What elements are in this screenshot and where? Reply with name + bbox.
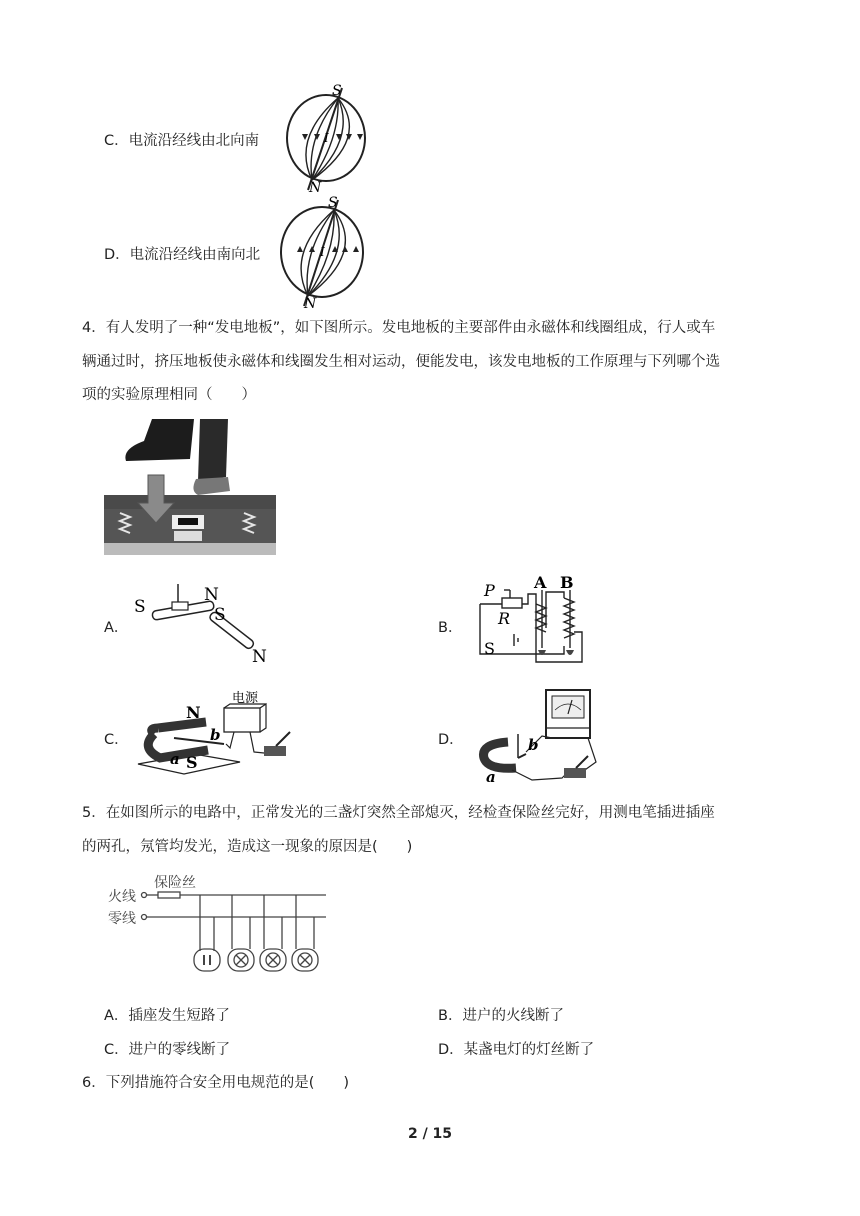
fig-a-s2: S	[214, 605, 226, 625]
q6-stem: 6．下列措施符合安全用电规范的是( )	[82, 1075, 350, 1091]
fig-b-r: R	[498, 609, 511, 628]
q4-fig-b	[474, 574, 592, 668]
fig-c-power: 电源	[232, 691, 259, 706]
page-number: 2 / 15	[407, 1126, 453, 1142]
q3-option-d: D．电流沿经线由南向北	[104, 247, 261, 263]
q4-option-c: C．	[104, 732, 129, 748]
q4-stem-line1: 4．有人发明了一种“发电地板”，如下图所示。发电地板的主要部件由永磁体和线圈组成，行人或车	[82, 320, 716, 336]
q5-stem-line1: 5．在如图所示的电路中，正常发光的三盏灯突然全部熄灭，经检查保险丝完好，用测电笔插进插座	[82, 805, 715, 821]
fig-b-a: A	[534, 574, 547, 592]
globe-d-bottom-label: N	[304, 296, 317, 310]
fig-b-s: S	[484, 639, 495, 658]
q4-stem-line2: 辆通过时，挤压地板使永磁体和线圈发生相对运动，便能发电，该发电地板的工作原理与下列哪个选	[82, 354, 720, 370]
q5-option-c: C．进户的零线断了	[104, 1042, 231, 1058]
globe-c-bottom-label: N	[309, 180, 322, 194]
q4-option-a: A．	[104, 620, 129, 636]
q3-globe-d-figure	[276, 194, 368, 310]
fig-c-a: a	[170, 750, 180, 768]
fig-a-s1: S	[134, 597, 146, 617]
fig-a-n2: N	[252, 647, 267, 667]
q5-option-d: D．某盏电灯的灯丝断了	[438, 1042, 595, 1058]
q4-floor-figure	[104, 419, 276, 555]
globe-d-top-label: S	[328, 195, 338, 211]
globe-c-current-label: I	[324, 131, 329, 145]
q4-fig-a	[128, 578, 278, 668]
circuit-fuse-label: 保险丝	[154, 875, 196, 891]
fig-d-b: b	[528, 736, 539, 754]
q4-stem-line3: 项的实验原理相同（ ）	[82, 387, 256, 403]
fig-c-b: b	[210, 726, 221, 744]
q5-option-b: B．进户的火线断了	[438, 1008, 564, 1024]
q3-option-c: C．电流沿经线由北向南	[104, 133, 260, 149]
fig-c-n: N	[186, 703, 201, 722]
q5-stem-line2: 的两孔，氖管均发光，造成这一现象的原因是( )	[82, 839, 413, 855]
q4-option-b: B．	[438, 620, 463, 636]
q4-fig-d	[472, 688, 612, 784]
fig-b-b: B	[560, 574, 574, 592]
circuit-neutral-label: 零线	[108, 911, 136, 927]
q4-option-d: D．	[438, 732, 464, 748]
q5-option-a: A．插座发生短路了	[104, 1008, 230, 1024]
fig-b-p: P	[484, 581, 495, 600]
q3-globe-c-figure	[282, 82, 374, 194]
globe-c-top-label: S	[332, 83, 342, 99]
globe-d-current-label: I	[320, 245, 325, 259]
q5-circuit-figure	[104, 871, 330, 973]
fig-c-s: S	[186, 753, 198, 772]
q4-fig-c	[134, 688, 304, 778]
circuit-live-label: 火线	[108, 889, 136, 905]
fig-d-a: a	[486, 768, 496, 784]
fig-a-n1: N	[204, 585, 219, 605]
